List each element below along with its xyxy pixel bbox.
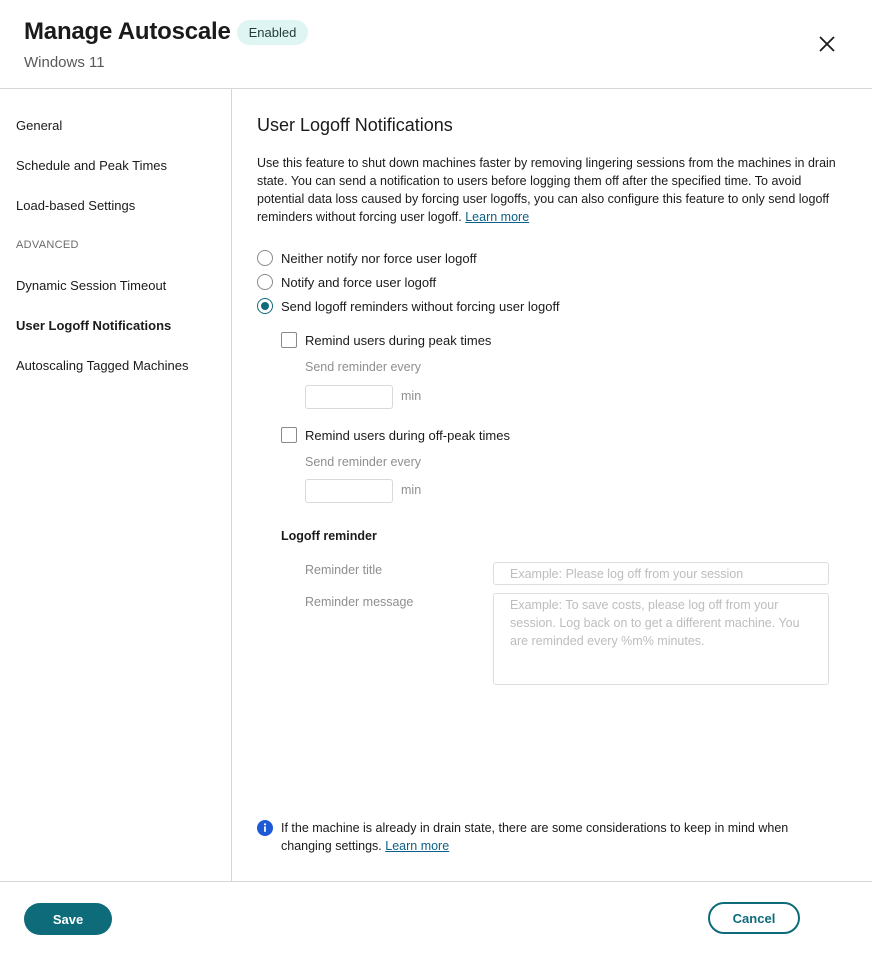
sidebar-item-load-based-settings[interactable]: Load-based Settings — [16, 198, 136, 213]
close-icon — [817, 34, 837, 54]
radio-option-notify-and-force[interactable] — [257, 274, 436, 290]
peak-interval-unit: min — [401, 389, 422, 403]
radio-label: Send logoff reminders without forcing user logoff — [281, 298, 560, 314]
cancel-button[interactable]: Cancel — [708, 902, 800, 934]
radio-button[interactable] — [257, 274, 273, 290]
offpeak-reminder-checkbox[interactable] — [281, 427, 297, 443]
page-title: Manage Autoscale — [24, 18, 231, 45]
sidebar-item-user-logoff-notifications[interactable]: User Logoff Notifications — [16, 318, 172, 333]
dialog-header — [0, 0, 872, 89]
learn-more-link[interactable]: Learn more — [465, 210, 530, 224]
sidebar-item-schedule-and-peak-times[interactable]: Schedule and Peak Times — [16, 158, 168, 173]
main-content — [233, 89, 872, 881]
page-subtitle: Windows 11 — [24, 54, 105, 71]
checkbox-label: Remind users during peak times — [305, 332, 492, 348]
description-text: Use this feature to shut down machines faster by removing lingering sessions from the machines in drain state. You can send a notification to users before logging them off after the specified time. To avoid potential data loss caused by forcing user logoffs, you can also configure this feature to only send logoff reminders without forcing user logoff. — [257, 156, 836, 224]
offpeak-interval-input[interactable] — [305, 479, 393, 503]
info-learn-more-link[interactable]: Learn more — [385, 839, 450, 853]
reminder-message-input[interactable] — [493, 593, 829, 685]
sidebar-section-advanced: ADVANCED — [16, 239, 79, 251]
reminder-title-input[interactable] — [493, 562, 829, 585]
radio-label: Notify and force user logoff — [281, 274, 437, 290]
offpeak-reminder-option[interactable] — [281, 427, 510, 443]
sidebar-item-general[interactable]: General — [16, 118, 63, 133]
peak-reminder-option[interactable] — [281, 332, 491, 348]
info-note — [257, 819, 817, 855]
checkbox-label: Remind users during off-peak times — [305, 427, 510, 443]
sidebar — [0, 89, 232, 881]
info-text — [281, 819, 817, 855]
radio-option-reminders-only[interactable] — [257, 298, 559, 314]
title-row — [24, 18, 308, 46]
status-badge: Enabled — [237, 20, 309, 45]
radio-button[interactable] — [257, 250, 273, 266]
reminder-title-label: Reminder title — [305, 563, 383, 577]
peak-interval-label: Send reminder every — [305, 360, 422, 374]
section-title: User Logoff Notifications — [257, 115, 453, 135]
offpeak-interval-unit: min — [401, 483, 422, 497]
peak-reminder-checkbox[interactable] — [281, 332, 297, 348]
radio-button-selected[interactable] — [257, 298, 273, 314]
peak-interval-input[interactable] — [305, 385, 393, 409]
sidebar-item-autoscaling-tagged-machines[interactable]: Autoscaling Tagged Machines — [16, 358, 189, 373]
close-button[interactable] — [817, 34, 837, 54]
section-description — [257, 154, 847, 226]
offpeak-interval-label: Send reminder every — [305, 455, 422, 469]
logoff-reminder-heading: Logoff reminder — [281, 529, 377, 543]
dialog-footer — [0, 881, 872, 954]
radio-option-none[interactable] — [257, 250, 477, 266]
info-icon — [257, 820, 273, 836]
reminder-message-label: Reminder message — [305, 595, 414, 609]
info-message: If the machine is already in drain state, there are some considerations to keep in mind when changing settings. — [281, 821, 789, 853]
radio-label: Neither notify nor force user logoff — [281, 250, 477, 266]
sidebar-item-dynamic-session-timeout[interactable]: Dynamic Session Timeout — [16, 278, 167, 293]
save-button[interactable]: Save — [24, 903, 112, 935]
